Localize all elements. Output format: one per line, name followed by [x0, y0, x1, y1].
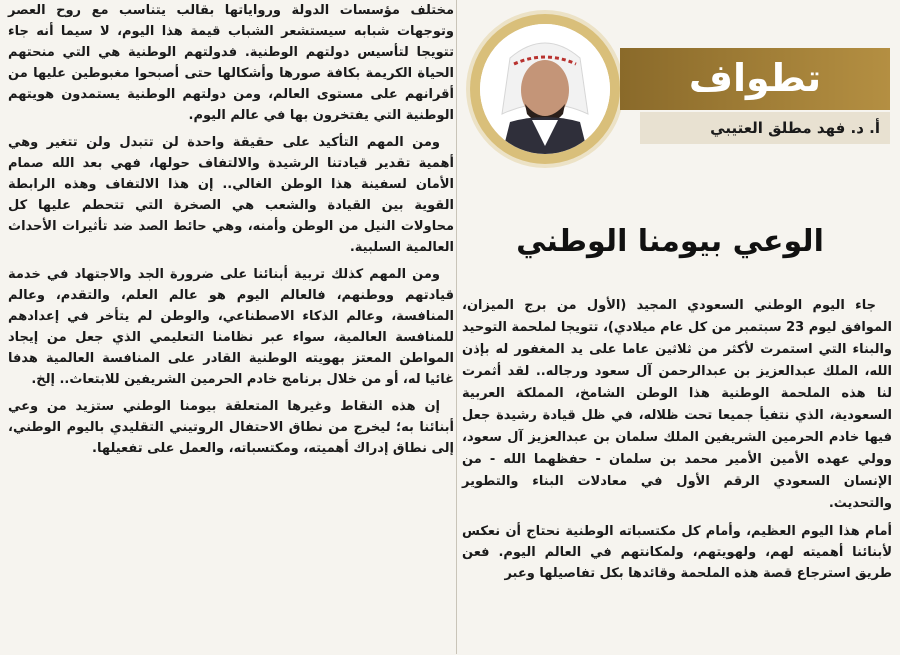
column-name: تطواف [688, 56, 822, 100]
right-paragraph-1: جاء اليوم الوطني السعودي المجيد (الأول من برج الميزان، الموافق ليوم 23 سبتمبر من كل عام ميلادي)، تتويجا لملحمة التوحيد والبناء التي استمرت لأكثر من ثلاثين عاما على يد المغفور له بإذن الله، الملك عبدالعزيز بن عبدالرحمن آل سعود ورجاله.. لقد أثمرت لنا هذه الملحمة الوطنية هذا الوطن الشامخ، المملكة العربية السعودية، الذي نتفيأ جميعا تحت ظلاله، في ظل قيادة رشيدة جعل فيها خادم الحرمين الشريفين الملك سلمان بن عبدالعزيز آل سعود، وولي عهده الأمين الأمير محمد بن سلمان - حفظهما الله - من الإنسان السعودي الرقم الأول في معادلات البناء والتطوير والتحديث. [462, 298, 892, 511]
author-byline: أ. د. فهد مطلق العتيبي [710, 119, 880, 137]
column-divider [456, 0, 457, 654]
left-paragraph-1: مختلف مؤسسات الدولة ورواياتها بقالب يتناسب مع روح العصر وتوجهات شبابه سيستشعر الشباب قيمة هذا اليوم، لا سيما أنه جاء تتويجا لتأسيس دولتهم الوطنية. فدولتهم الوطنية هي التي منحتهم الحياة الكريمة بكافة صورها وأشكالها حتى أصبحوا مغبوطين عليها من أقرانهم على مستوى العالم، ومن دولتهم الوطنية يستمدون هويتهم الوطنية التي يفتخرون بها في عالم اليوم. [8, 3, 454, 123]
left-column [8, 0, 454, 654]
left-paragraph-4: إن هذه النقاط وغيرها المتعلقة بيومنا الوطني ستزيد من وعي أبنائنا به؛ ليخرج من نطاق الاحتفال الروتيني التقليدي باليوم الوطني، إلى نطاق إدراك أهميته، ومكتسباته، والعمل على تفعيلها. [8, 399, 454, 456]
right-column [462, 295, 892, 655]
left-paragraph-2: ومن المهم التأكيد على حقيقة واحدة لن تتبدل ولن تتغير وهي أهمية تقدير قيادتنا الرشيدة والالتفاف حولها، فهي بعد الله صمام الأمان لسفينة هذا الوطن الغالي.. إن هذا الالتفاف وهذه الرابطة القوية بين القيادة والشعب هي الصخرة التي تتحطم عليها كل محاولات النيل من الوطن وأمنه، وهي حائط الصد ضد تأثيرات الأحداث العالمية السلبية. [8, 135, 454, 255]
article-headline: الوعي بيومنا الوطني [516, 224, 824, 259]
author-portrait-icon [480, 24, 610, 154]
left-paragraph-3: ومن المهم كذلك تربية أبنائنا على ضرورة الجد والاجتهاد في خدمة قيادتهم ووطنهم، فالعالم اليوم هو عالم العلم، والتقدم، وعالم المنافسة، وعالم الذكاء الاصطناعي، والوطن لم يتأخر في إعدادهم للمنافسة العالمية، سواء عبر نظامنا التعليمي الذي جعل من إيجاد المواطن المعتز بهويته الوطنية القادر على المنافسة العالمية هدفا غائيا له، أو من خلال برنامج خادم الحرمين الشريفين للابتعاث.. إلخ. [8, 267, 454, 387]
author-photo [480, 24, 610, 154]
right-paragraph-2: أمام هذا اليوم العظيم، وأمام كل مكتسباته الوطنية نحتاج أن نعكس لأبنائنا أهميته لهم، ولهويتهم، ولمكانتهم في العالم اليوم. فعن طريق استرجاع قصة هذه الملحمة وقائدها بكل تفاصيلها وعبر [462, 524, 892, 581]
